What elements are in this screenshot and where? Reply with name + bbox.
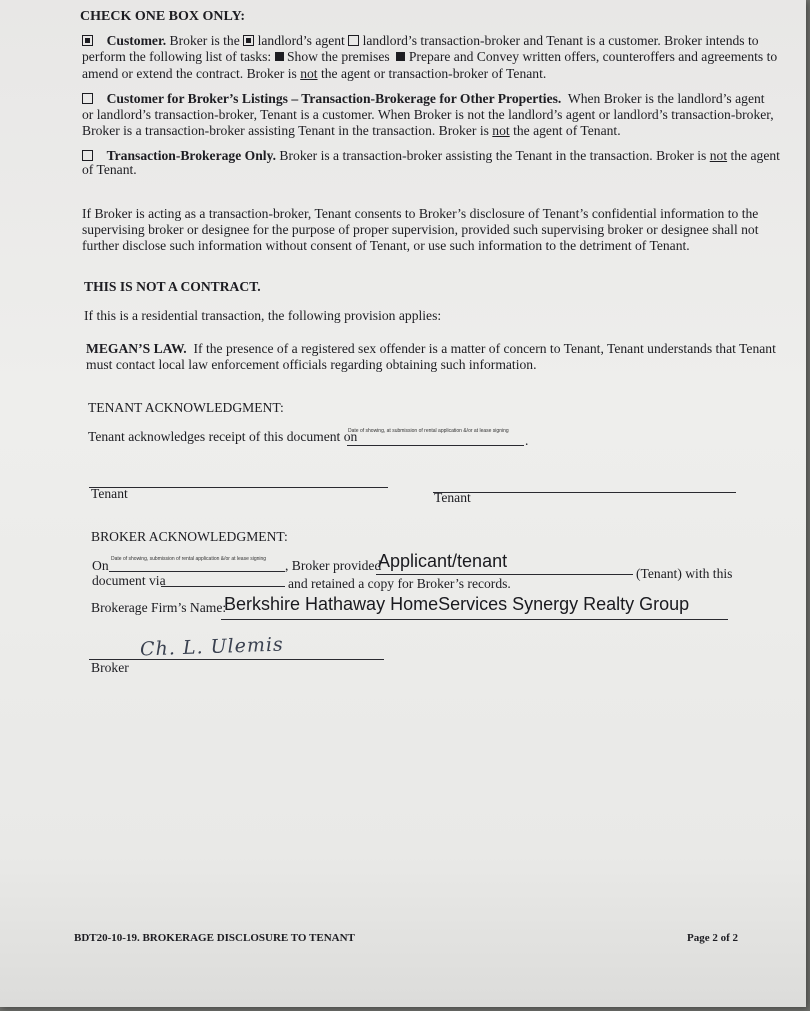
- customer-line-3: amend or extend the contract. Broker is not the agent or transaction-broker of Tenant.: [82, 66, 547, 81]
- listings-checkbox[interactable]: [82, 93, 93, 104]
- firm-name-field[interactable]: [221, 619, 728, 620]
- landlords-transaction-broker-checkbox[interactable]: [348, 35, 359, 46]
- page-number: Page 2 of 2: [687, 932, 739, 944]
- broker-provided-text: , Broker provided: [285, 558, 382, 573]
- broker-on-label: On: [92, 558, 109, 573]
- firm-name-value: Berkshire Hathaway HomeServices Synergy Realty Group: [224, 594, 690, 614]
- customer-line-1: Customer. Broker is the landlord’s agent landlord’s transaction-broker and Tenant is a customer. Broker intends to: [82, 33, 759, 49]
- tenant-label-1: Tenant: [91, 486, 128, 501]
- residential-provision: If this is a residential transaction, the following provision applies:: [84, 308, 442, 323]
- form-footer: BDT20-10-19. BROKERAGE DISCLOSURE TO TENANT: [74, 932, 355, 944]
- retained-copy-text: and retained a copy for Broker’s records.: [288, 576, 511, 591]
- tbonly-checkbox[interactable]: [82, 150, 93, 161]
- broker-label: Broker: [91, 660, 129, 675]
- tenant-label-2: Tenant: [434, 490, 471, 505]
- broker-signature-line[interactable]: [89, 659, 384, 660]
- not-a-contract: THIS IS NOT A CONTRACT.: [84, 279, 261, 294]
- tenant-date-hint: Date of showing, at submission of rental application &/or at lease signing: [348, 428, 509, 434]
- customer-title: Customer.: [106, 33, 167, 48]
- tenant-with-this-text: (Tenant) with this: [636, 566, 733, 581]
- tenant-signature-line-1[interactable]: [89, 487, 388, 488]
- check-one-heading: CHECK ONE BOX ONLY:: [80, 9, 246, 24]
- customer-checkbox[interactable]: [82, 35, 93, 46]
- megan-line-2: must contact local law enforcement officials regarding obtaining such information.: [86, 357, 537, 372]
- broker-signature: Ch. L. Ulemis: [139, 633, 285, 661]
- consent-line-3: further disclose such information without consent of Tenant, or use such information to the detriment of Tenant.: [82, 238, 690, 253]
- tenant-date-field[interactable]: [347, 445, 524, 446]
- broker-ack-heading: BROKER ACKNOWLEDGMENT:: [91, 529, 288, 544]
- customer-line-2: perform the following list of tasks: Show the premises Prepare and Convey written offers, counteroffers and agreements to: [82, 49, 778, 64]
- tenant-ack-heading: TENANT ACKNOWLEDGMENT:: [88, 400, 284, 415]
- listings-line-3: Broker is a transaction-broker assisting Tenant in the transaction. Broker is not the agent of Tenant.: [82, 123, 621, 138]
- broker-date-field[interactable]: [109, 571, 285, 572]
- listings-line-1: Customer for Broker’s Listings – Transaction-Brokerage for Other Properties. When Broker is the landlord’s agent: [82, 91, 765, 107]
- tenant-signature-line-2[interactable]: [433, 492, 736, 493]
- firm-name-label: Brokerage Firm’s Name:: [91, 600, 227, 615]
- applicant-tenant-value: Applicant/tenant: [378, 551, 508, 571]
- prepare-convey-checkbox[interactable]: [396, 52, 405, 61]
- show-premises-checkbox[interactable]: [275, 52, 284, 61]
- broker-date-hint: Date of showing, submission of rental application &/or at lease signing: [111, 556, 267, 562]
- tbonly-line-2: of Tenant.: [82, 162, 137, 177]
- tbonly-line-1: Transaction-Brokerage Only. Broker is a transaction-broker assisting the Tenant in the transaction. Broker is not the agent: [82, 148, 780, 164]
- consent-line-2: supervising broker or designee for the purpose of proper supervision, provided such supervising broker or designee shall not: [82, 222, 759, 237]
- consent-line-1: If Broker is acting as a transaction-broker, Tenant consents to Broker’s disclosure of Tenant’s confidential information to the: [82, 206, 759, 221]
- provided-to-field[interactable]: [376, 574, 633, 575]
- tenant-receipt-text: Tenant acknowledges receipt of this document on: [88, 429, 358, 444]
- tenant-date-period: .: [525, 433, 529, 448]
- document-via-label: document via: [92, 573, 166, 588]
- landlords-agent-checkbox[interactable]: [243, 35, 254, 46]
- megan-line-1: MEGAN’S LAW. If the presence of a registered sex offender is a matter of concern to Tenant, Tenant understands that Tenant: [86, 341, 776, 356]
- listings-line-2: or landlord’s transaction-broker, Tenant is a customer. When Broker is not the landlord’s agent or landlord’s transaction-broker,: [82, 107, 774, 122]
- document-via-field[interactable]: [161, 586, 285, 587]
